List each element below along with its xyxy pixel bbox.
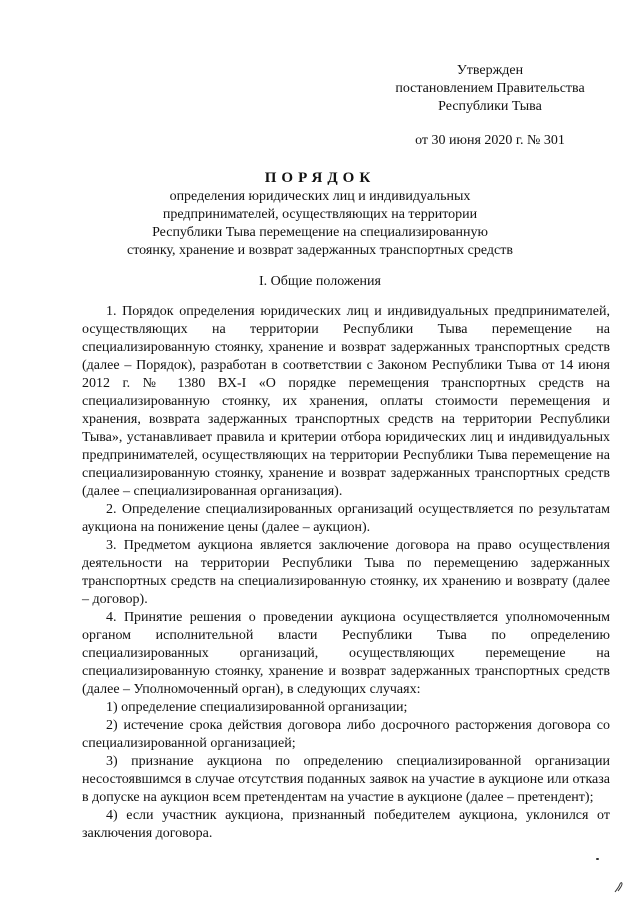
list-item-3: 3) признание аукциона по определению специализированной организации несостоявшимся в случае отсутствия поданных заявок на участие в аукционе или отказа в допуске на аукцион всем претендентам на участие в аукционе (далее – претендент);: [82, 754, 610, 805]
pen-mark-icon: [612, 880, 626, 894]
subtitle-line: Республики Тыва перемещение на специализированную: [152, 225, 488, 240]
approval-stamp: [370, 62, 610, 150]
list-item-2: 2) истечение срока действия договора либо досрочного расторжения договора со специализированной организацией;: [82, 718, 610, 751]
paragraph-4: 4. Принятие решения о проведении аукциона осуществляется уполномоченным органом исполнительной власти Республики Тыва по определению специализированных организаций, осуществляющих перемещение на специализированную стоянку, хранение и возврат задержанных транспортных средств (далее – Уполномоченный орган), в следующих случаях:: [82, 610, 610, 697]
paragraph-2: 2. Определение специализированных организаций осуществляется по результатам аукциона на понижение цены (далее – аукцион).: [82, 502, 610, 535]
document-body: [82, 303, 610, 843]
scan-dot-mark: [596, 858, 599, 860]
document-subtitle: [90, 188, 550, 260]
document-title: ПОРЯДОК: [264, 170, 376, 186]
approval-date: от 30 июня 2020 г. № 301: [415, 133, 565, 148]
approval-line-approved: Утвержден: [456, 63, 524, 78]
approval-line-resolution: постановлением Правительства: [395, 81, 585, 96]
subtitle-line: стоянку, хранение и возврат задержанных транспортных средств: [127, 243, 513, 258]
subtitle-line: определения юридических лиц и индивидуальных: [169, 189, 471, 204]
section-heading: I. Общие положения: [259, 274, 381, 289]
paragraph-3: 3. Предметом аукциона является заключение договора на право осуществления деятельности на территории Республики Тыва по перемещению задержанных транспортных средств на специализированную стоянку, их хранению и возврату (далее – договор).: [82, 538, 610, 607]
list-item-4: 4) если участник аукциона, признанный победителем аукциона, уклонился от заключения договора.: [82, 808, 610, 841]
list-item-1: 1) определение специализированной организации;: [106, 700, 408, 715]
subtitle-line: предпринимателей, осуществляющих на территории: [162, 207, 478, 222]
approval-line-republic: Республики Тыва: [438, 99, 542, 114]
paragraph-1: 1. Порядок определения юридических лиц и индивидуальных предпринимателей, осуществляющих на территории Республики Тыва перемещение на специализированную стоянку, хранение и возврат задержанных транспортных средств (далее – Порядок), разработан в соответствии с Законом Республики Тыва от 14 июня 2012 г. № 1380 ВХ-I «О порядке перемещения транспортных средств на специализированную стоянку, их хранения, оплаты стоимости перемещения и хранения, возврата задержанных транспортных средств на территории Республики Тыва», устанавливает правила и критерии отбора юридических лиц и индивидуальных предпринимателей, осуществляющих на территории Республики Тыва перемещение на специализированную стоянку, хранение и возврат задержанных транспортных средств (далее – специализированная организация).: [82, 304, 610, 499]
